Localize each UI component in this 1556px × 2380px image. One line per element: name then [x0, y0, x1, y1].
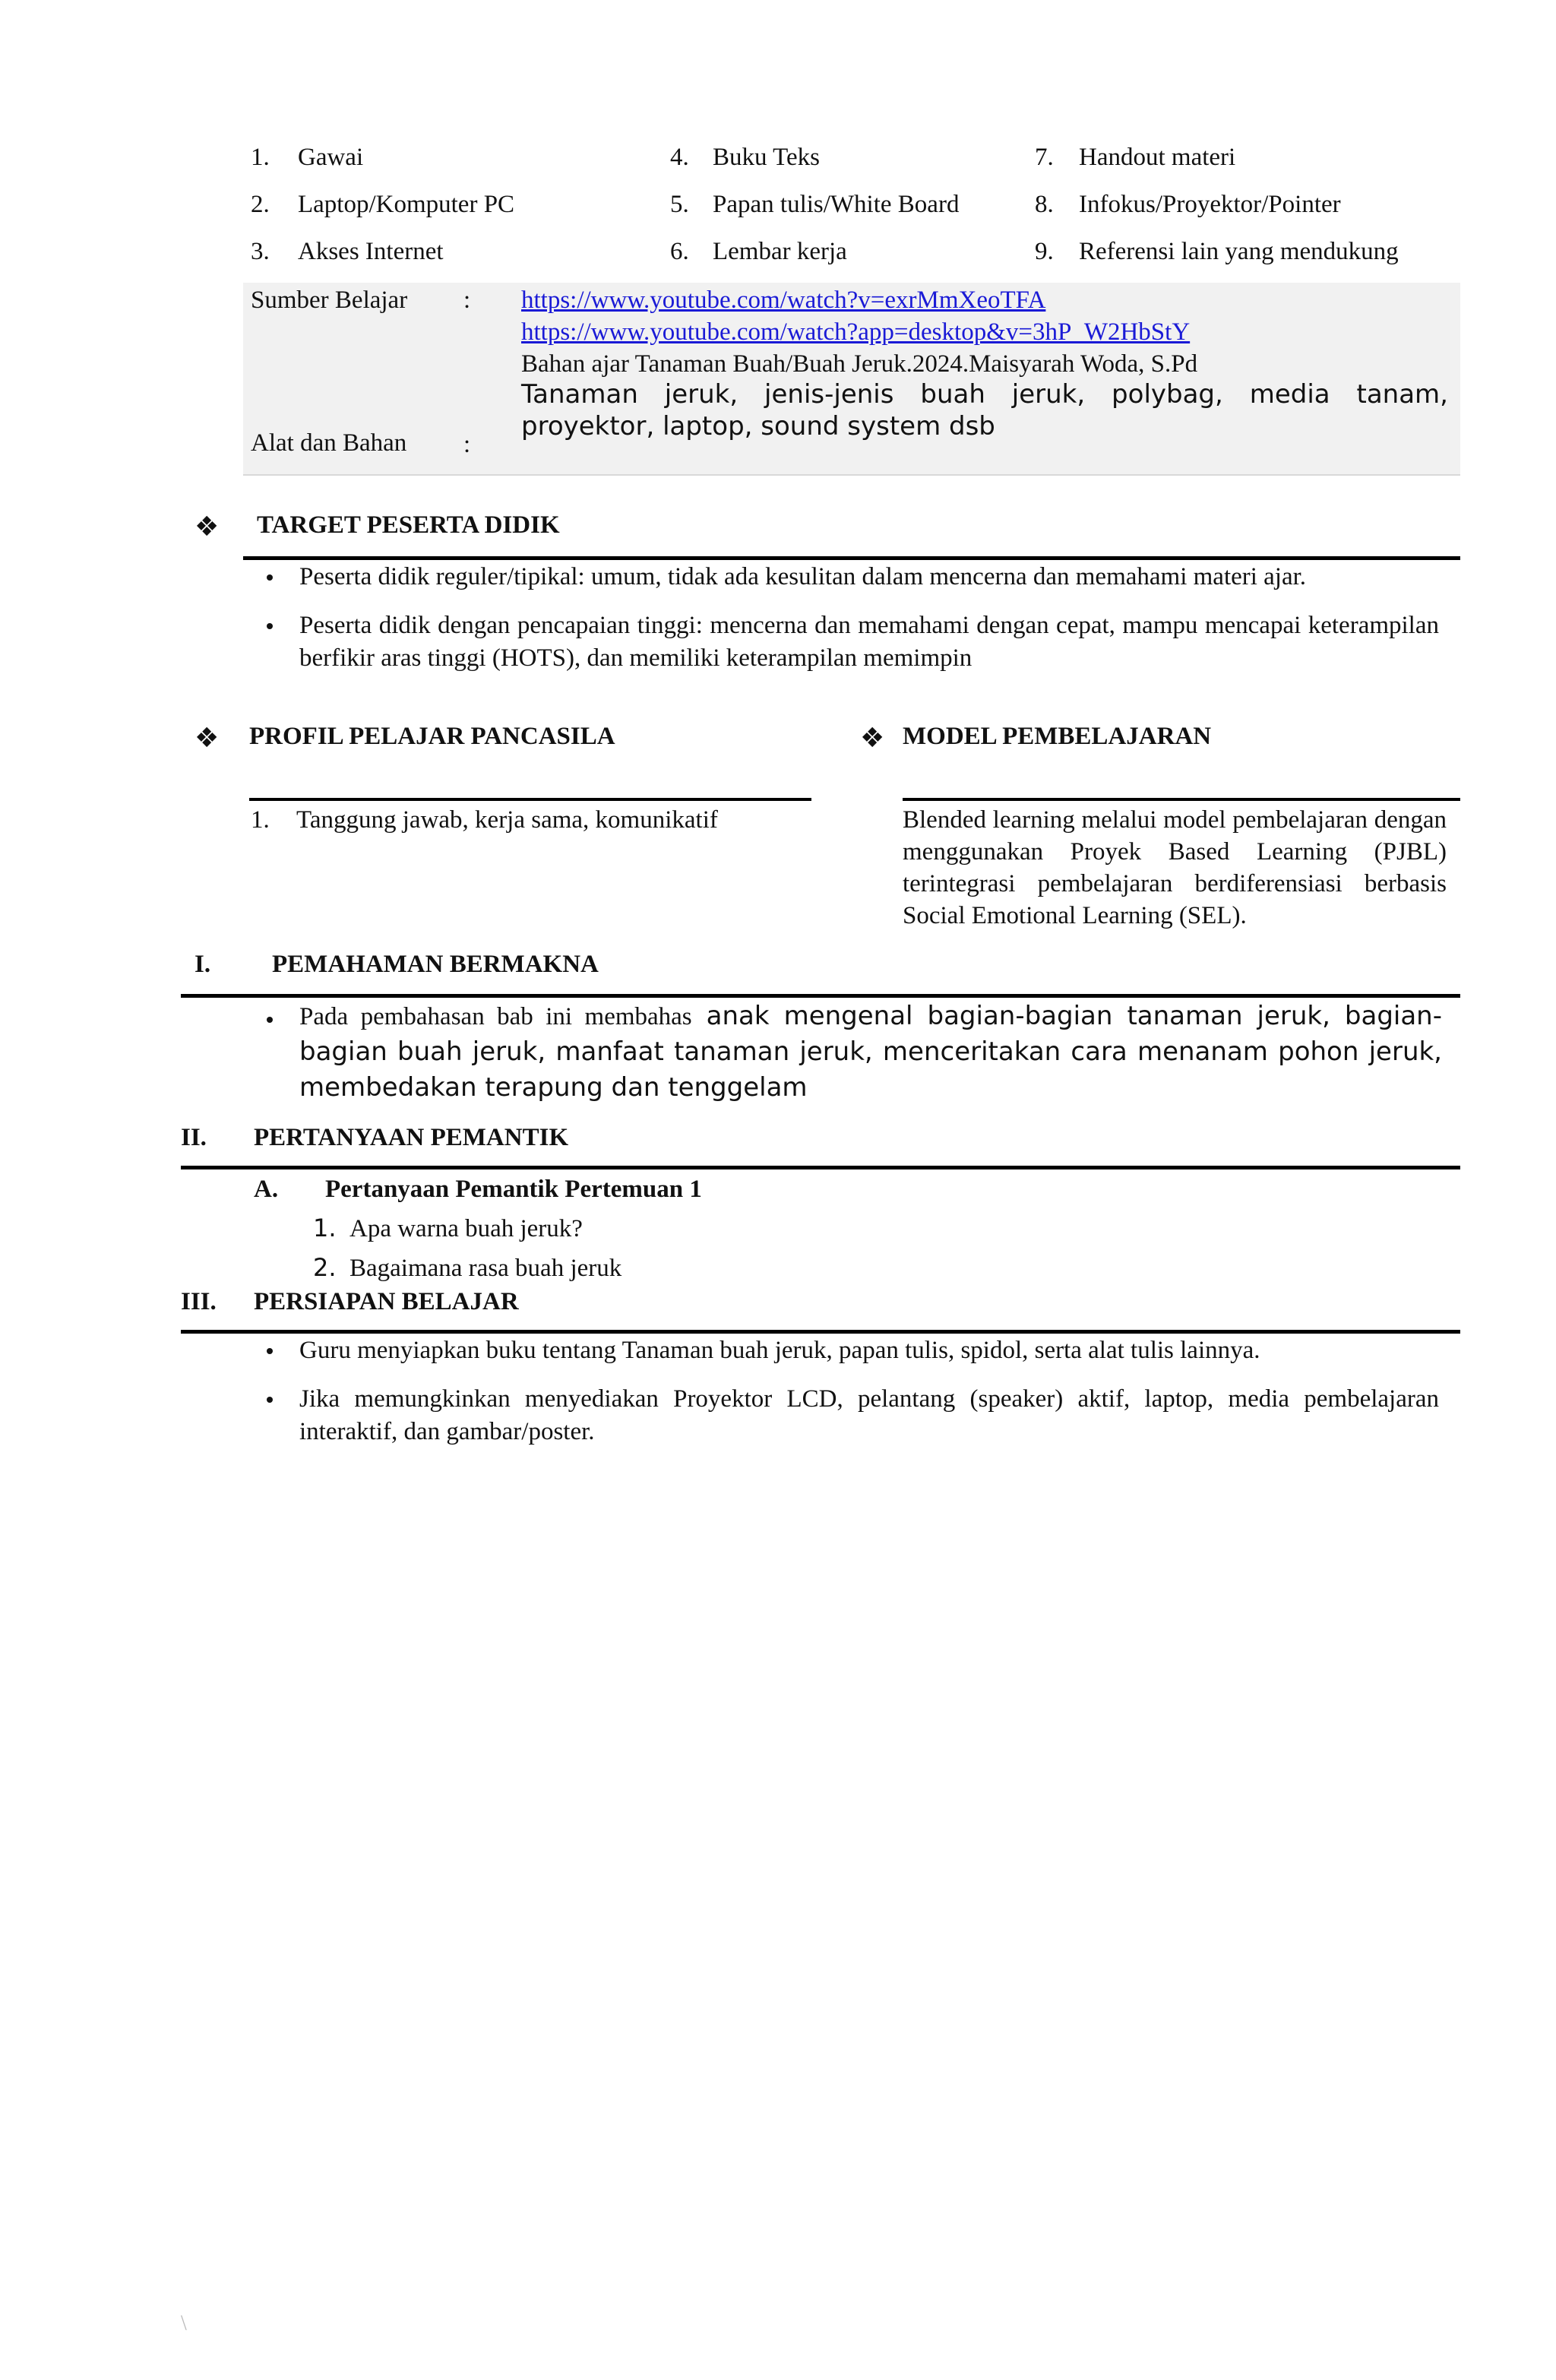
section-divider: [243, 556, 1460, 560]
tool-item: 5. Papan tulis/White Board: [670, 191, 960, 218]
section-divider: [181, 1330, 1460, 1334]
section-divider: [181, 994, 1460, 998]
tool-item: 4. Buku Teks: [670, 144, 821, 171]
pertanyaan-heading: PERTANYAAN PEMANTIK: [254, 1124, 569, 1151]
diamond-bullet-icon: ❖: [194, 511, 220, 543]
section-number: II.: [181, 1124, 207, 1151]
alat-bahan-label: Alat dan Bahan: [251, 429, 407, 457]
section-number: I.: [194, 951, 211, 978]
bullet-icon: [267, 1397, 273, 1403]
alat-bahan-content: Tanaman jeruk, jenis-jenis buah jeruk, polybag, media tanam, proyektor, laptop, sound system dsb: [521, 379, 1448, 442]
pemahaman-text: Pada pembahasan bab ini membahas anak mengenal bagian-bagian tanaman jeruk, bagian-bagian buah jeruk, manfaat tanaman jeruk, menceritakan cara menanam pohon jeruk, membedakan terapung dan tenggelam: [299, 1001, 1442, 1103]
target-item: Peserta didik dengan pencapaian tinggi: mencerna dan memahami dengan cepat, mampu mencapai keterampilan berfikir aras tinggi (HOTS), dan memiliki keterampilan memimpin: [299, 612, 1439, 672]
model-heading: MODEL PEMBELAJARAN: [903, 723, 1212, 750]
profil-heading: PROFIL PELAJAR PANCASILA: [249, 723, 615, 750]
profil-divider: [249, 798, 811, 801]
footer-mark: \: [181, 2312, 187, 2335]
pertanyaan-item: 2. Bagaimana rasa buah jeruk: [313, 1253, 622, 1282]
tool-item: 2. Laptop/Komputer PC: [251, 191, 515, 218]
sumber-belajar-label: Sumber Belajar: [251, 286, 408, 314]
persiapan-heading: PERSIAPAN BELAJAR: [254, 1288, 519, 1315]
section-divider: [181, 1166, 1460, 1169]
subsection-letter: A.: [254, 1176, 279, 1203]
tool-item: 7. Handout materi: [1035, 144, 1236, 171]
sumber-belajar-content: [521, 284, 1197, 380]
sumber-colon: :: [463, 286, 471, 314]
model-text: Blended learning melalui model pembelajaran dengan menggunakan Proyek Based Learning (PJBL) terintegrasi pembelajaran berdiferensiasi berbasis Social Emotional Learning (SEL).: [903, 806, 1447, 929]
tool-item: 9. Referensi lain yang mendukung: [1035, 238, 1399, 265]
section-number: III.: [181, 1288, 217, 1315]
tool-item: 1. Gawai: [251, 144, 364, 171]
tool-item: 8. Infokus/Proyektor/Pointer: [1035, 191, 1341, 218]
pertanyaan-subheading: Pertanyaan Pemantik Pertemuan 1: [325, 1176, 702, 1203]
tool-item: 3. Akses Internet: [251, 238, 444, 265]
youtube-link-1[interactable]: https://www.youtube.com/watch?v=exrMmXeoTFA: [521, 286, 1046, 314]
bullet-icon: [267, 1348, 273, 1354]
pemahaman-heading: PEMAHAMAN BERMAKNA: [272, 951, 599, 978]
bullet-icon: [267, 1017, 273, 1023]
diamond-bullet-icon: ❖: [860, 723, 885, 754]
youtube-link-2[interactable]: https://www.youtube.com/watch?app=desktop&v=3hP_W2HbStY: [521, 318, 1191, 346]
persiapan-item: Jika memungkinkan menyediakan Proyektor LCD, pelantang (speaker) aktif, laptop, media pembelajaran interaktif, dan gambar/poster.: [299, 1385, 1439, 1445]
pertanyaan-item: 1. Apa warna buah jeruk?: [313, 1214, 583, 1242]
diamond-bullet-icon: ❖: [194, 723, 220, 754]
tool-item: 6. Lembar kerja: [670, 238, 847, 265]
target-heading: TARGET PESERTA DIDIK: [257, 511, 560, 539]
bullet-icon: [267, 623, 273, 629]
bahan-ajar-text: Bahan ajar Tanaman Buah/Buah Jeruk.2024.Maisyarah Woda, S.Pd: [521, 350, 1198, 378]
target-item: Peserta didik reguler/tipikal: umum, tidak ada kesulitan dalam mencerna dan memahami materi ajar.: [299, 563, 1307, 590]
profil-item: 1. Tanggung jawab, kerja sama, komunikatif: [251, 806, 718, 834]
persiapan-item: Guru menyiapkan buku tentang Tanaman buah jeruk, papan tulis, spidol, serta alat tulis lainnya.: [299, 1337, 1260, 1364]
bullet-icon: [267, 574, 273, 581]
model-divider: [903, 798, 1460, 801]
alat-colon: :: [463, 431, 471, 458]
